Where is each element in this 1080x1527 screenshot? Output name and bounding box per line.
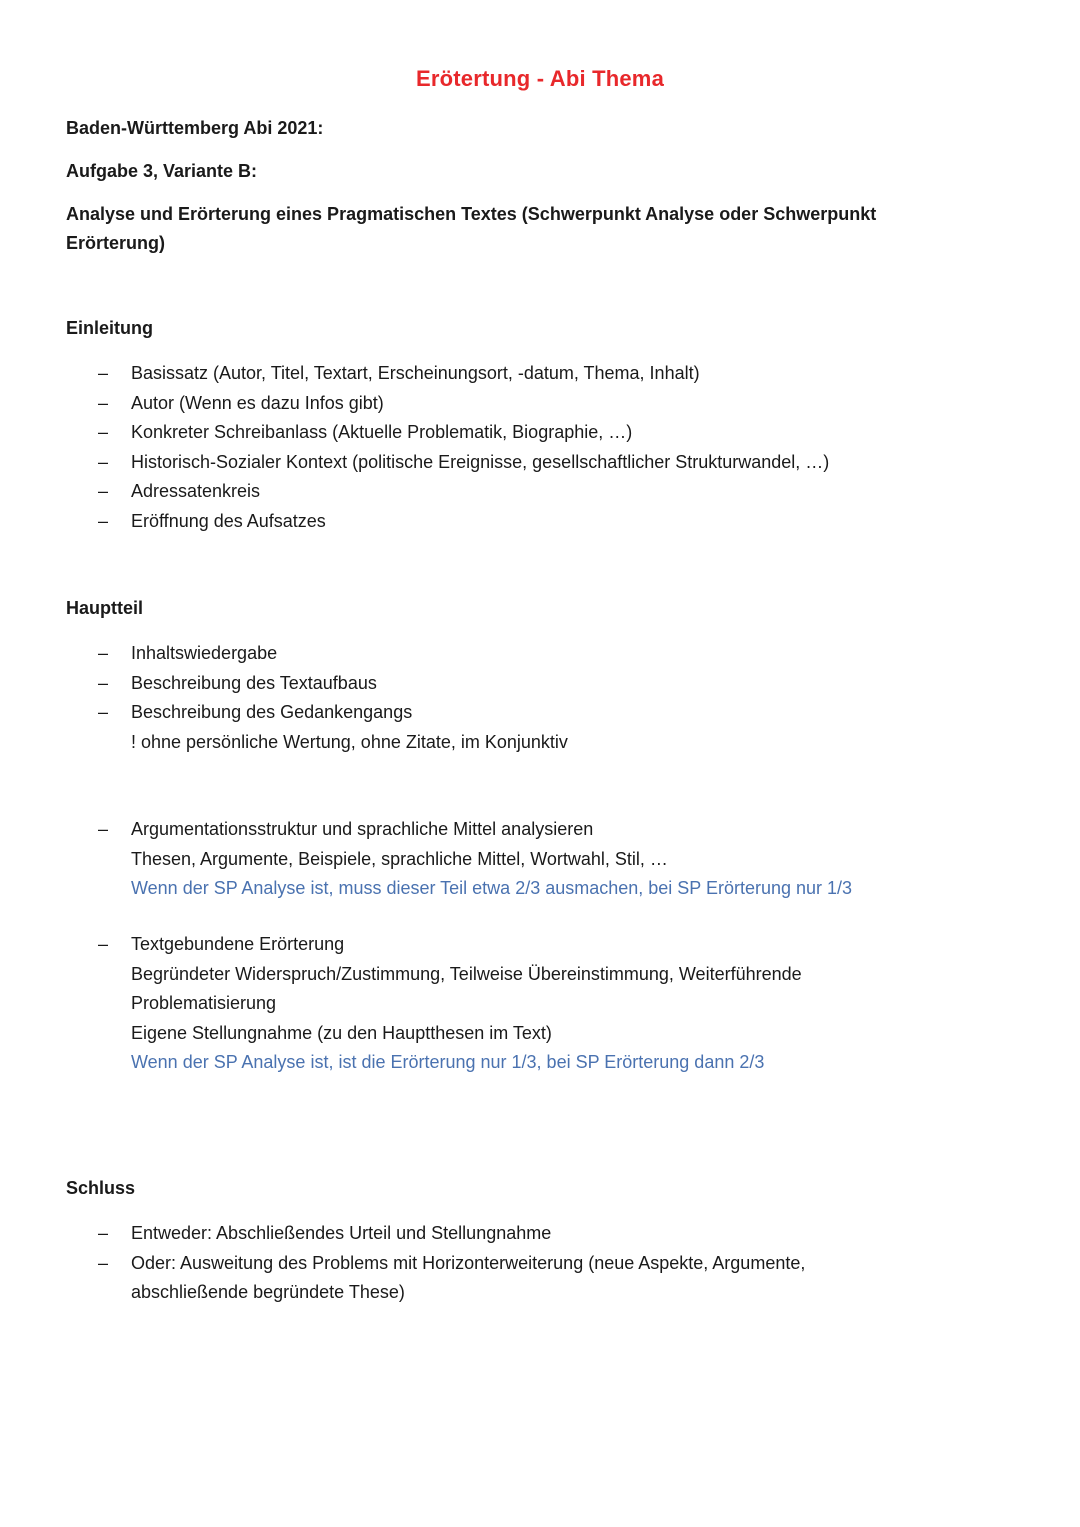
argumentation-list xyxy=(98,815,998,904)
dash-bullet: – xyxy=(98,672,109,693)
document-title: Erötertung - Abi Thema xyxy=(415,66,665,91)
list-item xyxy=(98,1249,998,1308)
list-item xyxy=(98,507,998,537)
header-task: Aufgabe 3, Variante B: xyxy=(66,161,258,181)
list-item xyxy=(98,669,998,699)
list-item xyxy=(98,477,998,507)
list-item xyxy=(98,389,998,419)
eroerterung-hint: Wenn der SP Analyse ist, ist die Erörterung nur 1/3, bei SP Erörterung dann 2/3 xyxy=(131,1052,765,1073)
section-heading-hauptteil: Hauptteil xyxy=(66,598,144,618)
header-topic-line2: Erörterung) xyxy=(66,233,165,253)
list-item-text: Basissatz (Autor, Titel, Textart, Erscheinungsort, -datum, Thema, Inhalt) xyxy=(131,363,700,383)
dash-bullet: – xyxy=(98,934,109,954)
list-item-text: Adressatenkreis xyxy=(131,481,261,502)
list-item-text: Beschreibung des Gedankengangs xyxy=(131,702,413,723)
list-item xyxy=(98,815,998,904)
schluss-list xyxy=(98,1219,998,1308)
list-item-text: Eröffnung des Aufsatzes xyxy=(131,510,326,531)
dash-bullet: – xyxy=(98,451,109,472)
dash-bullet: – xyxy=(98,510,109,531)
eroerterung-detail-cont: Problematisierung xyxy=(131,993,277,1014)
list-item-text: Autor (Wenn es dazu Infos gibt) xyxy=(131,392,384,413)
section-heading-einleitung: Einleitung xyxy=(66,318,153,338)
list-item-text: Inhaltswiedergabe xyxy=(131,643,278,663)
argument-detail: Thesen, Argumente, Beispiele, sprachliche Mittel, Wortwahl, Stil, … xyxy=(131,848,668,869)
section-heading-schluss: Schluss xyxy=(66,1178,136,1198)
dash-bullet: – xyxy=(98,1252,109,1273)
einleitung-list xyxy=(98,359,998,537)
list-item xyxy=(98,930,998,1078)
dash-bullet: – xyxy=(98,702,109,723)
eroerterung-detail: Begründeter Widerspruch/Zustimmung, Teilweise Übereinstimmung, Weiterführende xyxy=(131,963,802,984)
dash-bullet: – xyxy=(98,481,109,502)
eroerterung-list xyxy=(98,930,998,1078)
dash-bullet: – xyxy=(98,392,109,413)
list-item xyxy=(98,359,998,389)
hauptteil-note: ! ohne persönliche Wertung, ohne Zitate, im Konjunktiv xyxy=(131,731,568,752)
dash-bullet: – xyxy=(98,643,109,663)
header-topic xyxy=(66,200,876,258)
header-topic-line1: Analyse und Erörterung eines Pragmatischen Textes (Schwerpunkt Analyse oder Schwerpunkt xyxy=(66,204,877,224)
dash-bullet: – xyxy=(98,1223,109,1243)
dash-bullet: – xyxy=(98,363,109,383)
list-item xyxy=(98,418,998,448)
argument-hint: Wenn der SP Analyse ist, muss dieser Teil etwa 2/3 ausmachen, bei SP Erörterung nur 1/3 xyxy=(131,878,853,899)
list-item-text: Textgebundene Erörterung xyxy=(131,934,345,954)
list-item xyxy=(98,639,998,669)
list-item-text: Beschreibung des Textaufbaus xyxy=(131,672,377,693)
list-item xyxy=(98,698,998,757)
eroerterung-stellungnahme: Eigene Stellungnahme (zu den Hauptthesen im Text) xyxy=(131,1022,552,1043)
dash-bullet: – xyxy=(98,819,109,839)
list-item-text: Entweder: Abschließendes Urteil und Stellungnahme xyxy=(131,1223,552,1243)
list-item-text-cont: abschließende begründete These) xyxy=(131,1282,405,1303)
list-item-text: Oder: Ausweitung des Problems mit Horizonterweiterung (neue Aspekte, Argumente, xyxy=(131,1252,806,1273)
list-item-text: Historisch-Sozialer Kontext (politische Ereignisse, gesellschaftlicher Strukturwandel, …) xyxy=(131,451,830,472)
dash-bullet: – xyxy=(98,422,109,443)
hauptteil-list xyxy=(98,639,998,757)
list-item xyxy=(98,448,998,478)
header-region: Baden-Württemberg Abi 2021: xyxy=(66,118,324,138)
list-item-text: Konkreter Schreibanlass (Aktuelle Problematik, Biographie, …) xyxy=(131,422,633,443)
list-item-text: Argumentationsstruktur und sprachliche Mittel analysieren xyxy=(131,819,594,839)
list-item xyxy=(98,1219,998,1249)
